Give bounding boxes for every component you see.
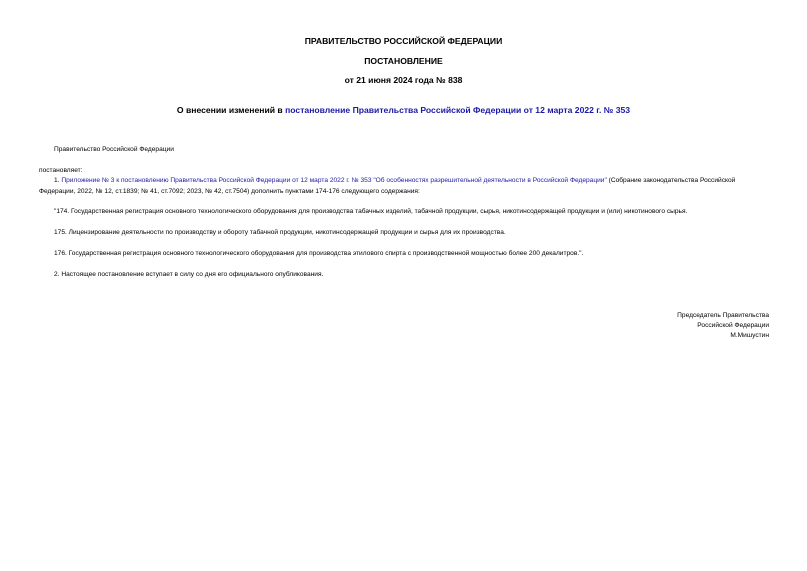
- amended-decree-link[interactable]: постановление Правительства Российской Федерации от 12 марта 2022 г. № 353: [285, 105, 631, 115]
- decrees-text: постановляет:: [39, 167, 83, 174]
- signatory-name: М.Мишустин: [730, 332, 769, 339]
- signatory-position-line1: Председатель Правительства: [677, 312, 769, 319]
- point-175-text: 175. Лицензирование деятельности по производству и обороту табачной продукции, никотинсодержащей продукции и сырья для их производства.: [54, 229, 506, 236]
- issuer-text: Правительство Российской Федерации: [54, 146, 174, 153]
- item-2-text: 2. Настоящее постановление вступает в силу со дня его официального опубликования.: [54, 271, 324, 278]
- item-1-rest: (Собрание законодательства Российской Федерации, 2022, № 12, ст.1839; № 41, ст.7092; 2023, № 42, ст.7504) дополнить пунктами 174-176 следующего содержания:: [39, 177, 736, 195]
- document-title: [0, 105, 807, 116]
- item-1-paragraph: [39, 176, 769, 197]
- point-174-text: "174. Государственная регистрация основного технологического оборудования для производства табачных изделий, табачной продукции, сырья, никотинсодержащей продукции и (или) никотинового сырья.: [54, 208, 688, 215]
- title-prefix: О внесении изменений в: [176, 105, 286, 115]
- signatory-position-line2: Российской Федерации: [697, 322, 769, 329]
- appendix-link[interactable]: Приложение № 3 к постановлению Правительства Российской Федерации от 12 марта 2022 г. № 353 "Об особенностях разрешительной деятельности в Российской Федерации": [61, 177, 607, 184]
- date-number-heading: от 21 июня 2024 года № 838: [344, 75, 463, 85]
- point-176-text: 176. Государственная регистрация основного технологического оборудования для производства этилового спирта с производственной мощностью более 200 декалитров.".: [54, 250, 584, 257]
- document-type-heading: ПОСТАНОВЛЕНИЕ: [364, 56, 443, 66]
- government-heading: ПРАВИТЕЛЬСТВО РОССИЙСКОЙ ФЕДЕРАЦИИ: [304, 36, 503, 46]
- item-1-number: 1.: [54, 177, 62, 184]
